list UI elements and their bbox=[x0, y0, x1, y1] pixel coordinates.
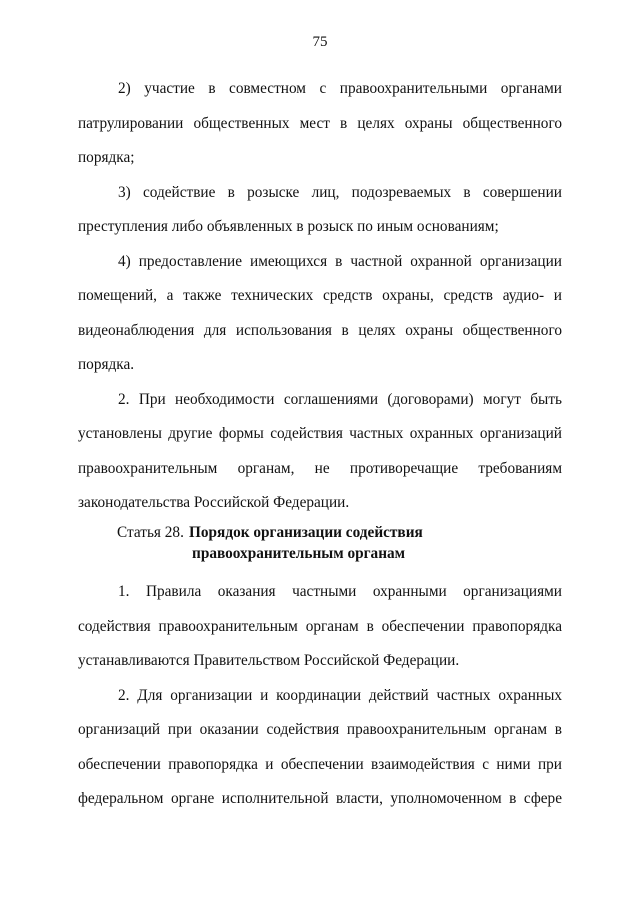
paragraph: 2. Для организации и координации действий частных охранных организаций при оказании содействия правоохранительным органам в обеспечении правопорядка и обеспечении взаимодействия с ними при федеральном органе исполнительной власти, уполномоченном в сфере bbox=[78, 686, 562, 807]
paragraph: 2) участие в совместном с правоохранительными органами патрулировании общественных мест в целях охраны общественного порядка; bbox=[78, 80, 562, 166]
text-block-bottom bbox=[78, 575, 562, 817]
page-number: 75 bbox=[312, 34, 328, 50]
article-title-line1: Порядок организации содействия bbox=[189, 524, 423, 541]
article-heading bbox=[117, 522, 562, 564]
paragraph: 2. При необходимости соглашениями (договорами) могут быть установлены другие формы содействия частных охранных организаций правоохранительным органам, не противоречащие требованиям законодательства Российской Федерации. bbox=[78, 390, 562, 511]
article-label: Статья 28. bbox=[117, 524, 184, 541]
paragraph: 4) предоставление имеющихся в частной охранной организации помещений, а также технических средств охраны, средств аудио- и видеонаблюдения для использования в целях охраны общественного порядка. bbox=[78, 252, 562, 373]
article-title-line2: правоохранительным органам bbox=[192, 545, 406, 562]
paragraph: 1. Правила оказания частными охранными организациями содействия правоохранительным органам в обеспечении правопорядка устанавливаются Правительством Российской Федерации. bbox=[78, 583, 562, 669]
paragraph: 3) содействие в розыске лиц, подозреваемых в совершении преступления либо объявленных в розыск по иным основаниям; bbox=[78, 183, 562, 235]
text-block-top bbox=[78, 72, 562, 521]
